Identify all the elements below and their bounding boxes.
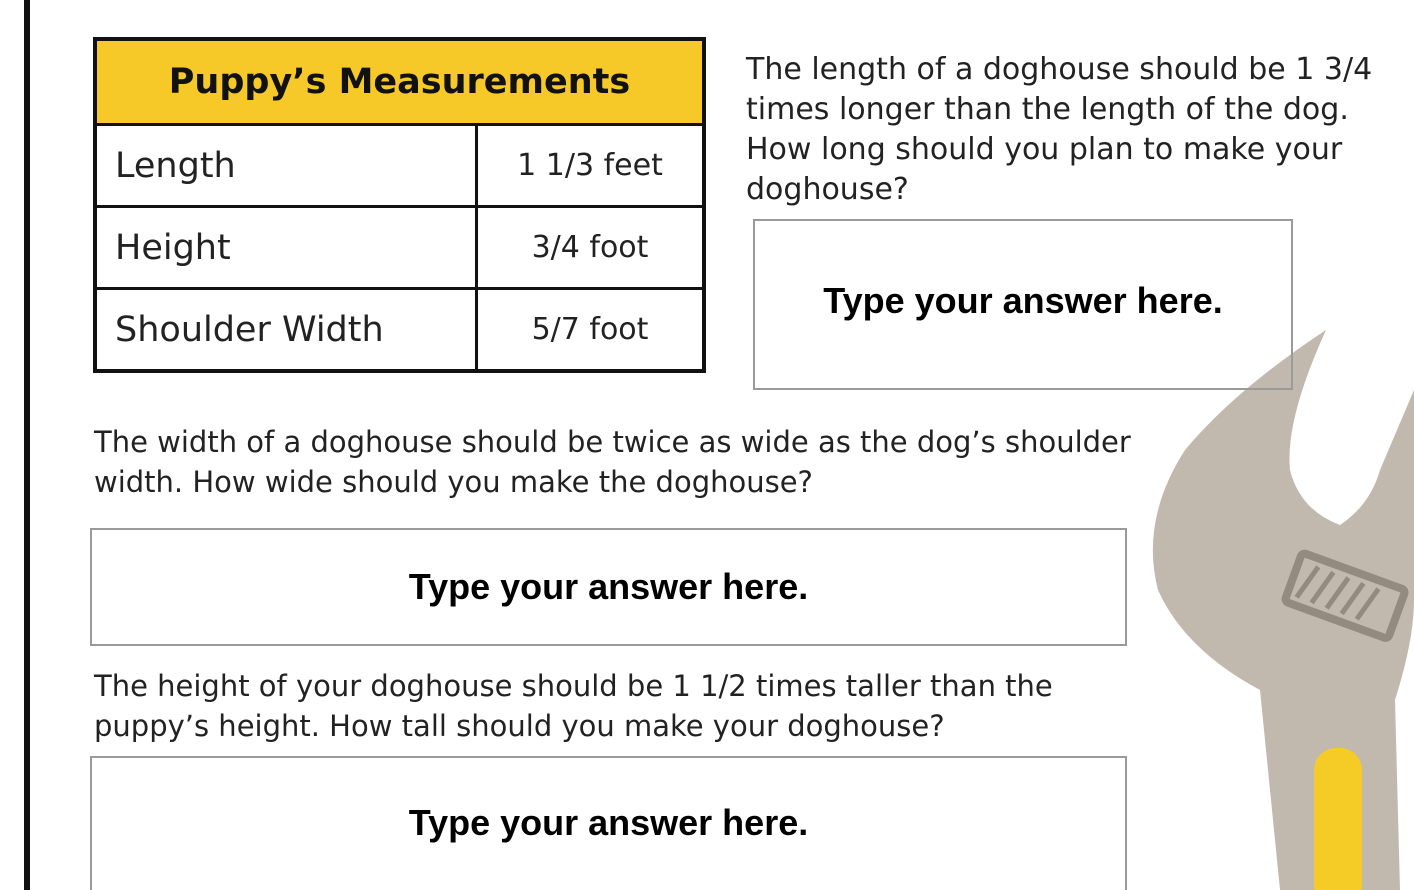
row-label-shoulder-width: Shoulder Width [95, 289, 477, 372]
row-value-height: 3/4 foot [477, 207, 705, 289]
table-title: Puppy’s Measurements [95, 39, 704, 125]
page-left-border [24, 0, 30, 890]
row-value-length: 1 1/3 feet [477, 125, 705, 207]
row-label-height: Height [95, 207, 477, 289]
answer-placeholder: Type your answer here. [823, 279, 1223, 321]
puppy-measurements-table [93, 37, 706, 373]
row-label-length: Length [95, 125, 477, 207]
answer-placeholder: Type your answer here. [408, 802, 809, 843]
table-row [95, 125, 704, 207]
answer-field-width[interactable] [90, 528, 1127, 646]
answer-field-length[interactable] [753, 219, 1293, 390]
question-doghouse-width: The width of a doghouse should be twice as wide as the dog’s shoulder width. How wide should you make the doghouse? [94, 425, 1131, 499]
row-value-shoulder-width: 5/7 foot [477, 289, 705, 372]
answer-field-height[interactable] [90, 756, 1127, 890]
answer-placeholder: Type your answer here. [408, 566, 809, 607]
question-doghouse-length: The length of a doghouse should be 1 3/4 times longer than the length of the dog. How long should you plan to make your doghouse? [746, 52, 1373, 207]
table-row [95, 289, 704, 372]
question-doghouse-height: The height of your doghouse should be 1 1/2 times taller than the puppy’s height. How tall should you make your doghouse? [94, 669, 1053, 743]
table-row [95, 207, 704, 289]
